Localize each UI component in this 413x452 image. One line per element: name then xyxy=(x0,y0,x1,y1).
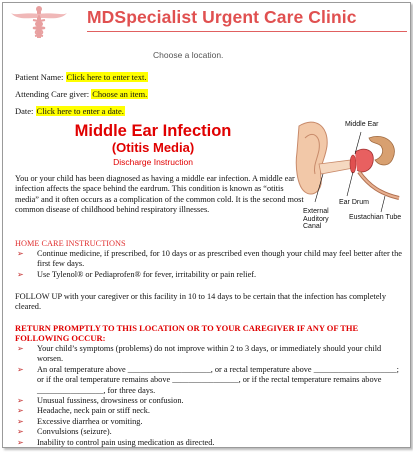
date-picker[interactable]: Click here to enter a date. xyxy=(36,106,124,116)
document-page xyxy=(2,2,411,448)
label-external-canal: External Auditory Canal xyxy=(303,208,329,230)
bullet-arrow-icon: ➢ xyxy=(17,344,24,353)
follow-up-paragraph: FOLLOW UP with your caregiver or this facility in 10 to 14 days to be certain that the infection has completely cleared. xyxy=(15,292,386,312)
page-subtitle: (Otitis Media) xyxy=(111,140,195,155)
patient-name-input[interactable]: Click here to enter text. xyxy=(66,72,147,82)
list-item: ➢ Excessive diarrhea or vomiting. xyxy=(17,416,143,426)
patient-name-field xyxy=(15,72,148,82)
list-item: ➢ Unusual fussiness, drowsiness or confusion. xyxy=(17,396,184,406)
bullet-arrow-icon: ➢ xyxy=(17,269,24,279)
bullet-arrow-icon: ➢ xyxy=(17,427,24,437)
caduceus-logo-icon xyxy=(9,6,69,40)
return-heading: RETURN PROMPTLY TO THIS LOCATION OR TO YOUR CAREGIVER IF ANY OF THE FOLLOWING OCCUR: xyxy=(15,323,359,344)
patient-name-label: Patient Name: xyxy=(15,72,64,82)
list-item: ➢ Use Tylenol® or Pediaprofen® for fever, irritability or pain relief. xyxy=(17,269,257,279)
clinic-name: MDSpecialist Urgent Care Clinic xyxy=(87,7,357,27)
bullet-arrow-icon: ➢ xyxy=(17,416,24,426)
page-title: Middle Ear Infection xyxy=(74,122,232,140)
bullet-arrow-icon: ➢ xyxy=(17,406,24,416)
list-item: ➢ Headache, neck pain or stiff neck. xyxy=(17,406,150,416)
page-caption: Discharge Instruction xyxy=(113,157,193,167)
label-middle-ear: Middle Ear xyxy=(345,121,379,128)
bullet-arrow-icon: ➢ xyxy=(17,437,24,447)
list-item: ➢ Convulsions (seizure). xyxy=(17,427,112,437)
bullet-arrow-icon: ➢ xyxy=(17,364,24,374)
label-ear-drum: Ear Drum xyxy=(339,199,369,206)
list-item: ➢ Continue medicine, if prescribed, for 10 days or as prescribed even though your child may feel better after the first few days. xyxy=(17,249,402,269)
home-care-list xyxy=(15,249,407,280)
date-field xyxy=(15,106,125,116)
caregiver-dropdown[interactable]: Choose an item. xyxy=(92,89,148,99)
label-eustachian-tube: Eustachian Tube xyxy=(349,214,402,221)
header-divider xyxy=(87,31,407,32)
list-item: ➢ Inability to control pain using medication as directed. xyxy=(17,437,215,447)
location-selector[interactable]: Choose a location. xyxy=(153,50,224,60)
home-care-heading: HOME CARE INSTRUCTIONS xyxy=(15,239,126,248)
list-item: ➢ An oral temperature above ____________________, or a rectal temperature above ____________________; or if the oral temperature remains above ________________, or if the rectal temperature remains above ________________, for three days. xyxy=(17,364,399,395)
caregiver-field xyxy=(15,89,148,99)
bullet-arrow-icon: ➢ xyxy=(17,249,24,258)
return-list xyxy=(15,344,407,448)
date-label: Date: xyxy=(15,106,34,116)
bullet-arrow-icon: ➢ xyxy=(17,396,24,406)
caregiver-label: Attending Care giver: xyxy=(15,89,90,99)
list-item: ➢ Your child’s symptoms (problems) do not improve within 2 to 3 days, or immediately should your child worsen. xyxy=(17,344,382,364)
intro-paragraph: You or your child has been diagnosed as having a middle ear infection. A middle ear infection affects the space behind the eardrum. This condition is known as “otitis media” and it often occurs as a complication of the common cold. It is the second most common disease of childhood behind respiratory illnesses. xyxy=(15,174,304,215)
